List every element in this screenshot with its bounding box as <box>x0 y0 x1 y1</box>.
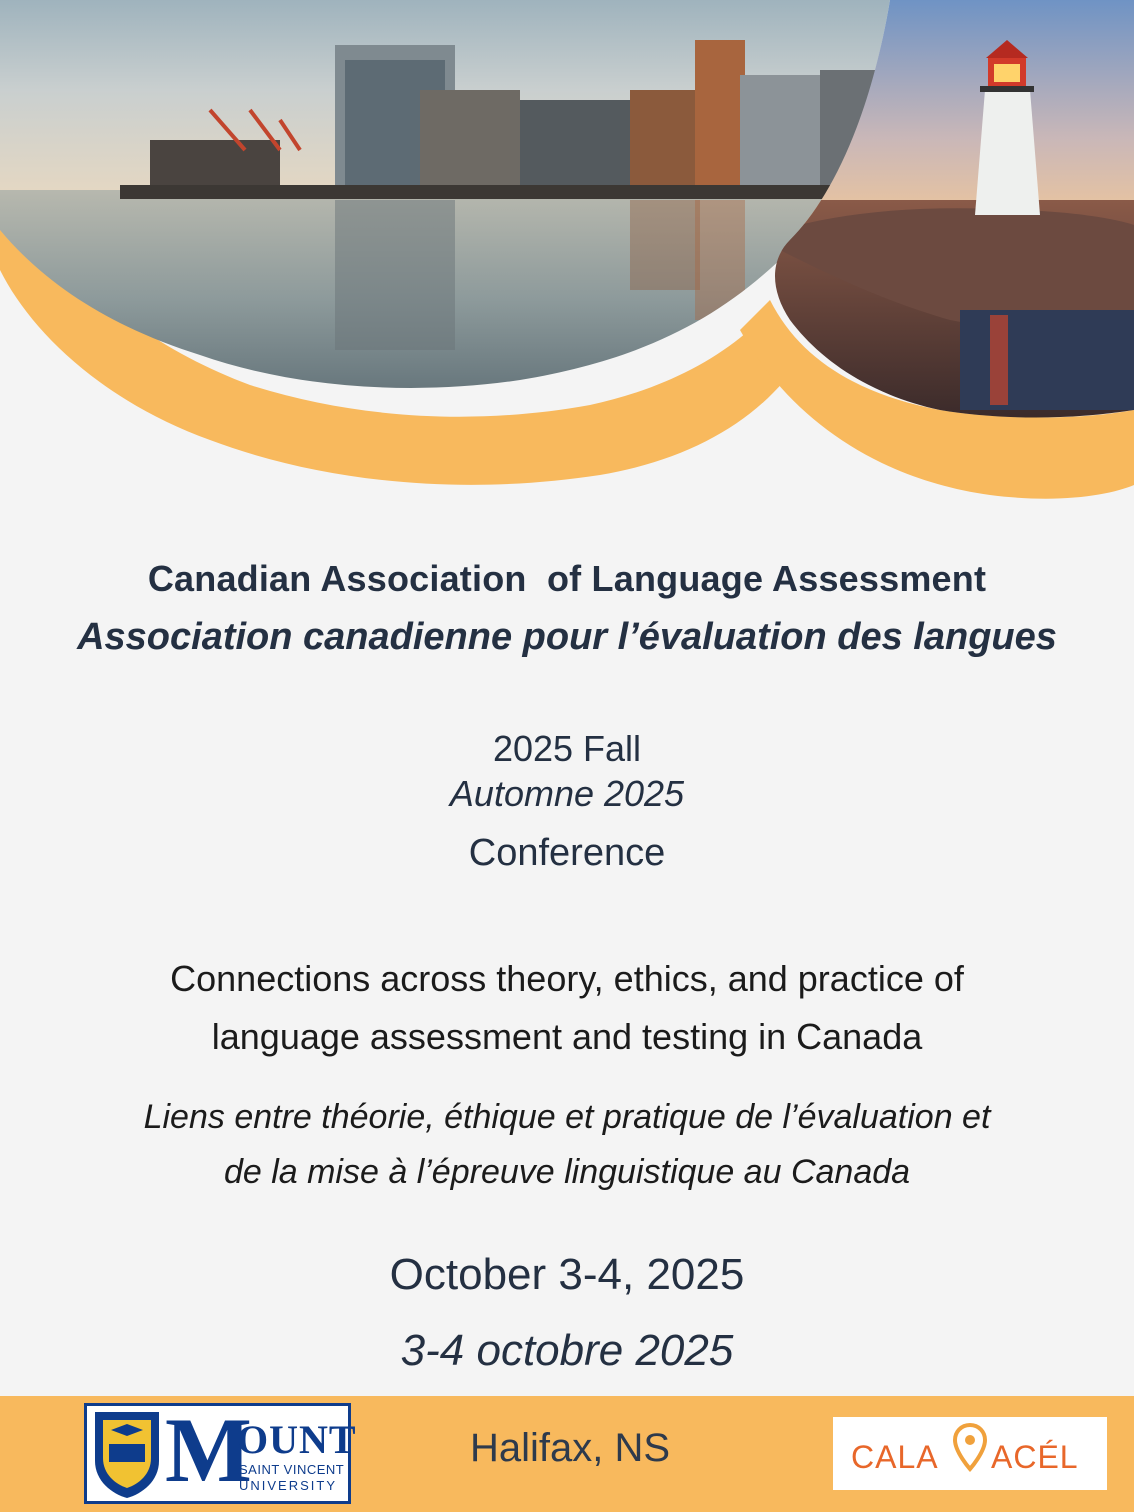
season-en: 2025 Fall <box>492 728 642 769</box>
theme-fr-line: Liens entre théorie, éthique et pratique de l’évaluation et <box>143 1098 991 1136</box>
date-en: October 3-4, 2025 <box>389 1250 745 1299</box>
season-fr: Automne 2025 <box>449 773 685 814</box>
location-label: Halifax, NS <box>469 1426 671 1470</box>
cala-text: CALA <box>851 1439 939 1475</box>
msvu-line2: UNIVERSITY <box>239 1478 338 1493</box>
cala-logo <box>833 1417 1107 1490</box>
msvu-line1: SAINT VINCENT <box>239 1462 345 1477</box>
msvu-word: OUNT <box>237 1417 357 1462</box>
msvu-letter-m: M <box>165 1399 252 1501</box>
theme-fr-line: de la mise à l’épreuve linguistique au Canada <box>223 1153 911 1191</box>
theme-en-line: language assessment and testing in Canada <box>211 1016 923 1057</box>
theme-en-line: Connections across theory, ethics, and practice of <box>170 958 964 999</box>
msvu-logo <box>84 1399 357 1504</box>
conference-label: Conference <box>468 832 666 874</box>
date-fr: 3-4 octobre 2025 <box>400 1326 734 1375</box>
theme-fr <box>0 1090 1134 1200</box>
map-pin-icon <box>953 1423 987 1473</box>
acel-text: ACÉL <box>991 1439 1079 1475</box>
organization-name-en: Canadian Association of Language Assessment <box>147 558 987 599</box>
organization-name-fr: Association canadienne pour l’évaluation des langues <box>77 616 1057 658</box>
theme-en <box>0 950 1134 1066</box>
hero-banner <box>0 0 1134 520</box>
